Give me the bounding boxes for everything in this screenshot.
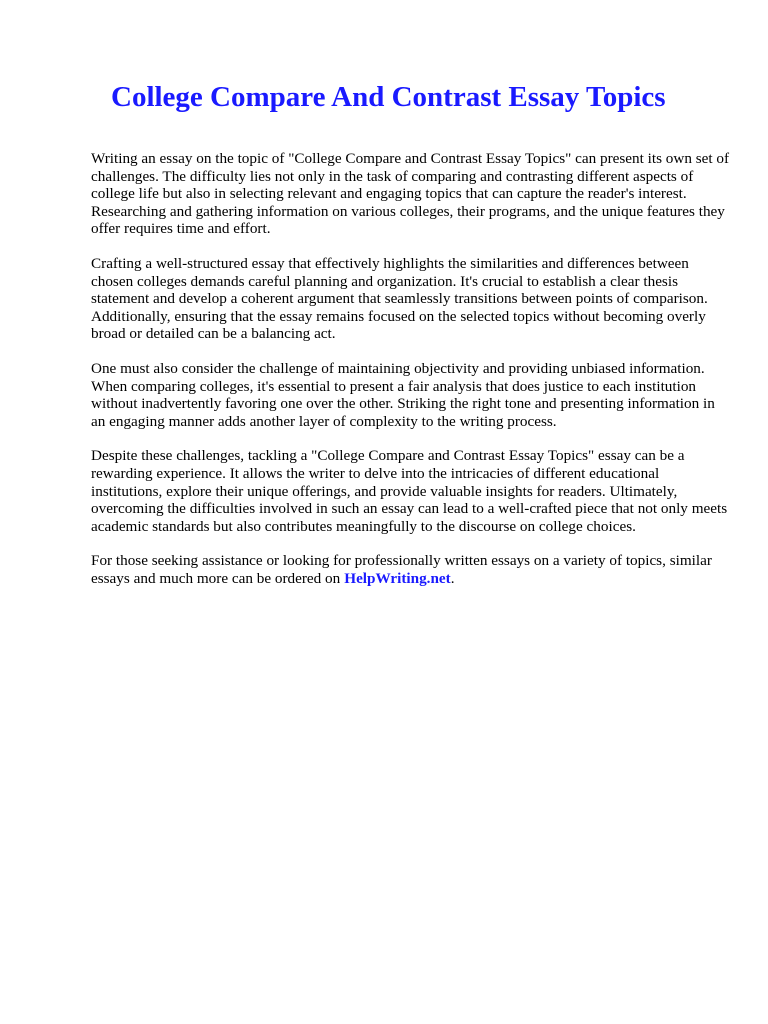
document-title: College Compare And Contrast Essay Topics xyxy=(111,81,666,113)
closing-suffix: . xyxy=(450,569,455,587)
paragraph-3: One must also consider the challenge of maintaining objectivity and providing unbiased information. When comparing colleges, it's essential to present a fair analysis that does justice to each institution without inadvertently favoring one over the other. Striking the right tone and presenting information in an engaging manner adds another layer of complexity to the writing process. xyxy=(91,359,715,430)
paragraph-1: Writing an essay on the topic of "College Compare and Contrast Essay Topics" can present its own set of challenges. The difficulty lies not only in the task of comparing and contrasting different aspects of college life but also in selecting relevant and engaging topics that can capture the reader's interest. Researching and gathering information on various colleges, their programs, and the unique features they offer requires time and effort. xyxy=(91,150,730,238)
paragraph-2: Crafting a well-structured essay that effectively highlights the similarities and differences between chosen colleges demands careful planning and organization. It's crucial to establish a clear thesis statement and develop a coherent argument that seamlessly transitions between points of comparison. Additionally, ensuring that the essay remains focused on the selected topics without becoming overly broad or detailed can be a balancing act. xyxy=(91,254,708,343)
paragraph-4: Despite these challenges, tackling a "College Compare and Contrast Essay Topics" essay can be a rewarding experience. It allows the writer to delve into the intricacies of different educational institutions, explore their unique offerings, and provide valuable insights for readers. Ultimately, overcoming the difficulties involved in such an essay can lead to a well-crafted piece that not only meets academic standards but also contributes meaningfully to the discourse on college choices. xyxy=(91,447,728,535)
closing-paragraph xyxy=(91,552,731,587)
closing-text: For those seeking assistance or looking for professionally written essays on a variety of topics, similar essays and much more can be ordered on xyxy=(91,552,712,587)
helpwriting-link[interactable]: HelpWriting.net xyxy=(344,569,451,587)
